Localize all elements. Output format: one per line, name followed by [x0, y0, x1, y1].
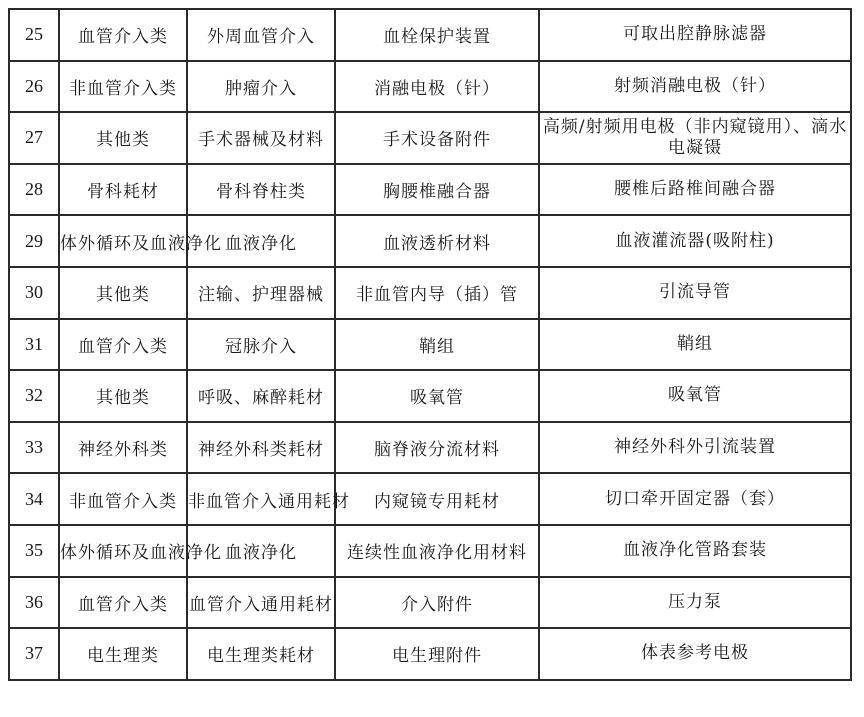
table-row: [9, 61, 851, 113]
category-cell: 其他类: [59, 370, 187, 422]
category-cell: 体外循环及血液净化: [59, 525, 187, 577]
group-cell: 吸氧管: [335, 370, 539, 422]
table-row: [9, 9, 851, 61]
category-cell: 非血管介入类: [59, 473, 187, 525]
group-cell: 电生理附件: [335, 628, 539, 680]
row-number-cell: 28: [9, 164, 59, 216]
group-cell: 胸腰椎融合器: [335, 164, 539, 216]
row-number-cell: 30: [9, 267, 59, 319]
subcategory-cell: 非血管介入通用耗材: [187, 473, 335, 525]
product-name-cell: 腰椎后路椎间融合器: [539, 164, 851, 216]
group-cell: 手术设备附件: [335, 112, 539, 164]
subcategory-cell: 冠脉介入: [187, 319, 335, 371]
table-row: [9, 215, 851, 267]
table-row: [9, 525, 851, 577]
product-name-cell: 压力泵: [539, 577, 851, 629]
row-number-cell: 26: [9, 61, 59, 113]
row-number-cell: 32: [9, 370, 59, 422]
category-cell: 非血管介入类: [59, 61, 187, 113]
group-cell: 血栓保护装置: [335, 9, 539, 61]
row-number-cell: 27: [9, 112, 59, 164]
table-row: [9, 267, 851, 319]
consumables-table: [8, 8, 852, 681]
table-row: [9, 112, 851, 164]
subcategory-cell: 血液净化: [187, 525, 335, 577]
subcategory-cell: 外周血管介入: [187, 9, 335, 61]
group-cell: 消融电极（针）: [335, 61, 539, 113]
row-number-cell: 34: [9, 473, 59, 525]
category-cell: 体外循环及血液净化: [59, 215, 187, 267]
group-cell: 连续性血液净化用材料: [335, 525, 539, 577]
row-number-cell: 35: [9, 525, 59, 577]
subcategory-cell: 肿瘤介入: [187, 61, 335, 113]
product-name-cell: 切口牵开固定器（套）: [539, 473, 851, 525]
category-cell: 血管介入类: [59, 577, 187, 629]
row-number-cell: 29: [9, 215, 59, 267]
table-row: [9, 473, 851, 525]
subcategory-cell: 血液净化: [187, 215, 335, 267]
group-cell: 介入附件: [335, 577, 539, 629]
row-number-cell: 33: [9, 422, 59, 474]
table-row: [9, 577, 851, 629]
product-name-cell: 吸氧管: [539, 370, 851, 422]
product-name-cell: 血液灌流器(吸附柱): [539, 215, 851, 267]
table-row: [9, 422, 851, 474]
table-row: [9, 370, 851, 422]
subcategory-cell: 呼吸、麻醉耗材: [187, 370, 335, 422]
product-name-cell: 血液净化管路套装: [539, 525, 851, 577]
subcategory-cell: 血管介入通用耗材: [187, 577, 335, 629]
subcategory-cell: 骨科脊柱类: [187, 164, 335, 216]
category-cell: 其他类: [59, 267, 187, 319]
category-cell: 其他类: [59, 112, 187, 164]
group-cell: 脑脊液分流材料: [335, 422, 539, 474]
category-cell: 电生理类: [59, 628, 187, 680]
table-body: [9, 9, 851, 680]
product-name-cell: 神经外科外引流装置: [539, 422, 851, 474]
table-row: [9, 319, 851, 371]
product-name-cell: 射频消融电极（针）: [539, 61, 851, 113]
group-cell: 内窥镜专用耗材: [335, 473, 539, 525]
subcategory-cell: 手术器械及材料: [187, 112, 335, 164]
table-row: [9, 628, 851, 680]
group-cell: 血液透析材料: [335, 215, 539, 267]
row-number-cell: 37: [9, 628, 59, 680]
subcategory-cell: 神经外科类耗材: [187, 422, 335, 474]
row-number-cell: 36: [9, 577, 59, 629]
row-number-cell: 25: [9, 9, 59, 61]
category-cell: 血管介入类: [59, 9, 187, 61]
product-name-cell: 体表参考电极: [539, 628, 851, 680]
product-name-cell: 高频/射频用电极（非内窥镜用）、滴水电凝镊: [539, 112, 851, 164]
product-name-cell: 可取出腔静脉滤器: [539, 9, 851, 61]
category-cell: 神经外科类: [59, 422, 187, 474]
product-name-cell: 鞘组: [539, 319, 851, 371]
category-cell: 骨科耗材: [59, 164, 187, 216]
group-cell: 鞘组: [335, 319, 539, 371]
subcategory-cell: 电生理类耗材: [187, 628, 335, 680]
row-number-cell: 31: [9, 319, 59, 371]
subcategory-cell: 注输、护理器械: [187, 267, 335, 319]
category-cell: 血管介入类: [59, 319, 187, 371]
product-name-cell: 引流导管: [539, 267, 851, 319]
table-row: [9, 164, 851, 216]
group-cell: 非血管内导（插）管: [335, 267, 539, 319]
